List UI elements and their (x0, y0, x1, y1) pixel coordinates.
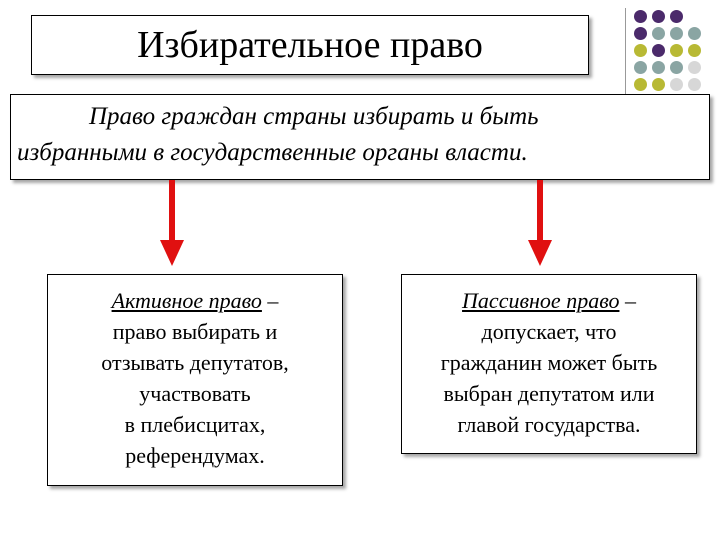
passive-right-term: Пассивное право (462, 288, 620, 313)
arrow-down-icon (525, 180, 555, 270)
active-right-line: право выбирать и (112, 319, 278, 344)
active-right-line: референдумах. (125, 443, 265, 468)
decorative-dot (670, 44, 683, 57)
decorative-dot (670, 10, 683, 23)
decorative-dot (688, 78, 701, 91)
decorative-dot-grid (634, 10, 714, 94)
decorative-dot (652, 27, 665, 40)
passive-right-heading (402, 285, 696, 316)
active-right-term: Активное право (111, 288, 262, 313)
passive-right-line: главой государства. (457, 412, 641, 437)
decorative-dot (688, 44, 701, 57)
definition-line-2: избранными в государственные органы власти. (17, 139, 528, 166)
definition-box (10, 94, 710, 180)
decorative-dot (652, 44, 665, 57)
decorative-dot (634, 78, 647, 91)
passive-right-dash: – (619, 288, 636, 313)
passive-right-line: допускает, что (481, 319, 617, 344)
decorative-dot (670, 61, 683, 74)
active-right-line: в плебисцитах, (124, 412, 266, 437)
decorative-dot (652, 10, 665, 23)
decorative-dot (634, 44, 647, 57)
active-right-line: отзывать депутатов, (101, 350, 289, 375)
decorative-dot (688, 61, 701, 74)
passive-right-card (401, 274, 697, 454)
decorative-dot (634, 27, 647, 40)
active-right-line: участвовать (139, 381, 251, 406)
decorative-dot (688, 27, 701, 40)
active-right-heading (48, 285, 342, 316)
decorative-dot (670, 78, 683, 91)
passive-right-line: выбран депутатом или (443, 381, 655, 406)
decorative-dot (670, 27, 683, 40)
definition-line-1: Право граждан страны избирать и быть (89, 103, 539, 130)
active-right-card (47, 274, 343, 486)
arrow-down-icon (157, 180, 187, 270)
decorative-dot (652, 61, 665, 74)
decorative-dot (634, 10, 647, 23)
title-box (31, 15, 589, 75)
passive-right-line: гражданин может быть (440, 350, 658, 375)
active-right-dash: – (261, 288, 279, 313)
slide-title: Избирательное право (137, 24, 483, 66)
decorative-divider (625, 8, 626, 100)
decorative-dot (652, 78, 665, 91)
decorative-dot (634, 61, 647, 74)
